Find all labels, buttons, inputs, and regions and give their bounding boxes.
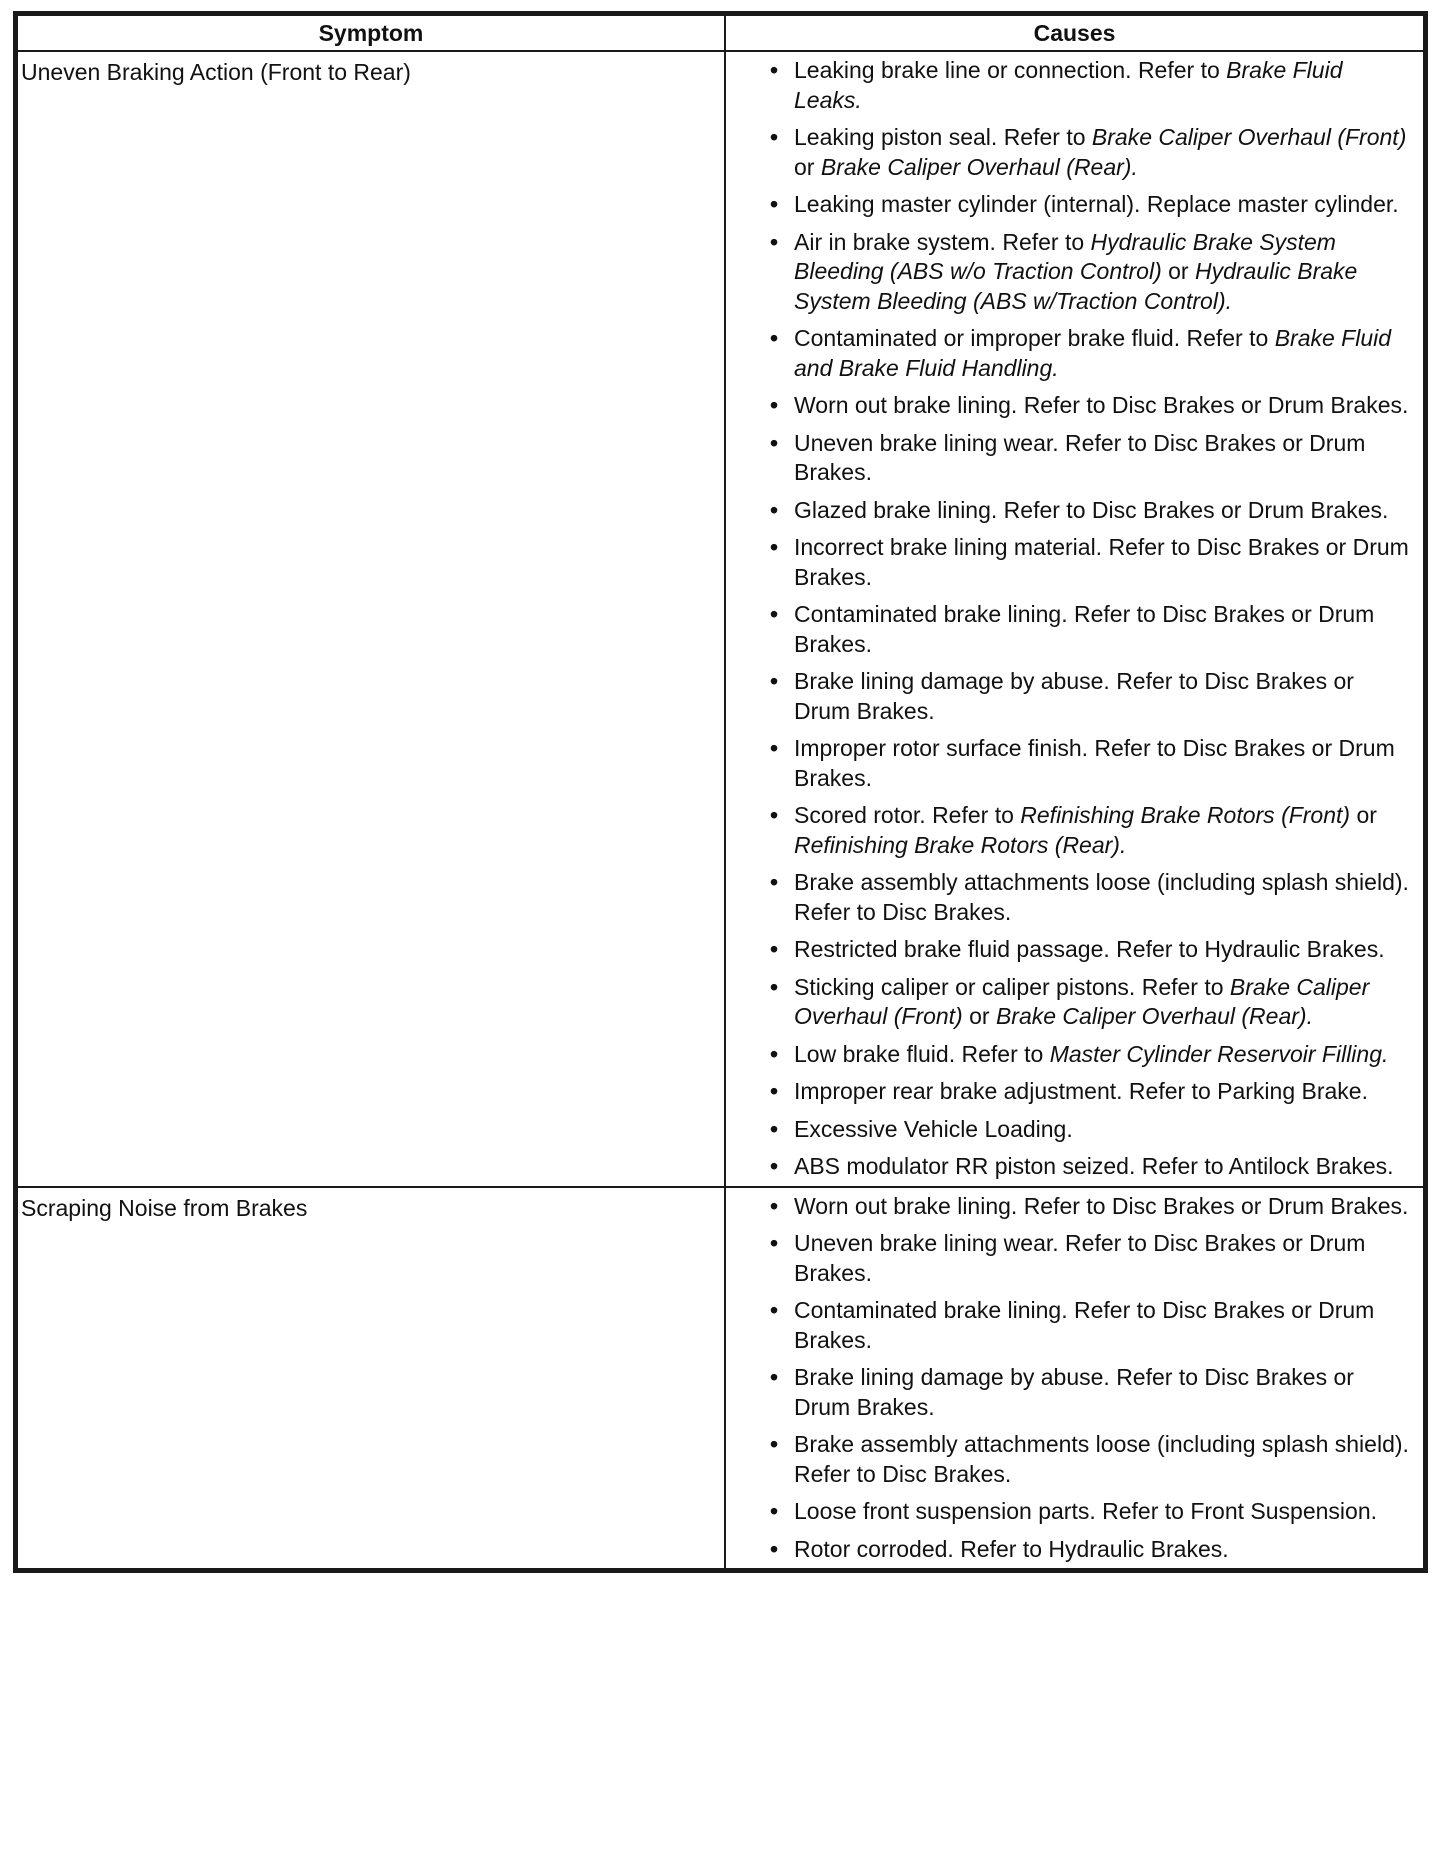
cause-text: or bbox=[1161, 258, 1195, 284]
symptom-column-header: Symptom bbox=[17, 15, 725, 51]
cause-text: Rotor corroded. Refer to Hydraulic Brakes. bbox=[794, 1535, 1229, 1562]
cause-item bbox=[734, 1077, 1417, 1107]
procedure-reference: Master Cylinder Reservoir Filling. bbox=[1049, 1040, 1389, 1067]
cause-text: Contaminated brake lining. Refer to Disc Brakes or Drum Brakes. bbox=[794, 601, 1375, 657]
bullet-icon: • bbox=[770, 1535, 779, 1562]
bullet-icon: • bbox=[770, 1230, 779, 1256]
bullet-icon: • bbox=[770, 601, 779, 627]
cause-text: Improper rotor surface finish. Refer to Disc Brakes or Drum Brakes. bbox=[794, 735, 1395, 791]
cause-item bbox=[734, 1363, 1417, 1422]
cause-item bbox=[734, 533, 1417, 592]
table-row bbox=[17, 51, 1424, 1187]
diagnostic-table-frame bbox=[13, 11, 1428, 1573]
bullet-icon: • bbox=[770, 57, 779, 83]
procedure-reference: Brake Caliper Overhaul (Front) bbox=[794, 973, 1370, 1029]
symptom-cell: Uneven Braking Action (Front to Rear) bbox=[17, 51, 725, 1187]
causes-column-header: Causes bbox=[725, 15, 1424, 51]
cause-item bbox=[734, 1535, 1417, 1565]
bullet-icon: • bbox=[770, 1431, 779, 1457]
cause-text: Low brake fluid. Refer to bbox=[794, 1040, 1050, 1067]
bullet-icon: • bbox=[770, 1297, 779, 1323]
table-body bbox=[17, 51, 1424, 1569]
cause-item bbox=[734, 1497, 1417, 1527]
cause-item bbox=[734, 600, 1417, 659]
cause-text: or bbox=[794, 153, 821, 180]
cause-text: Worn out brake lining. Refer to Disc Brakes or Drum Brakes. bbox=[794, 1192, 1409, 1219]
bullet-icon: • bbox=[770, 973, 779, 1000]
cause-text: or bbox=[1350, 802, 1377, 828]
cause-item bbox=[734, 1192, 1417, 1222]
symptom-cell: Scraping Noise from Brakes bbox=[17, 1187, 725, 1570]
cause-item bbox=[734, 801, 1417, 860]
table-header-row bbox=[17, 15, 1424, 51]
bullet-icon: • bbox=[770, 1115, 779, 1142]
cause-item bbox=[734, 1229, 1417, 1288]
cause-item bbox=[734, 868, 1417, 927]
cause-list bbox=[734, 56, 1417, 1182]
bullet-icon: • bbox=[770, 1153, 779, 1179]
cause-text: Excessive Vehicle Loading. bbox=[794, 1115, 1073, 1142]
cause-item bbox=[734, 667, 1417, 726]
bullet-icon: • bbox=[770, 392, 779, 418]
cause-item bbox=[734, 190, 1417, 220]
bullet-icon: • bbox=[770, 228, 779, 255]
cause-text: Leaking master cylinder (internal). Replace master cylinder. bbox=[794, 191, 1399, 217]
procedure-reference: Hydraulic Brake System Bleeding (ABS w/o Traction Control) bbox=[794, 228, 1336, 284]
procedure-reference: Brake Caliper Overhaul (Rear). bbox=[820, 153, 1138, 180]
cause-item bbox=[734, 1152, 1417, 1182]
cause-text: Leaking piston seal. Refer to bbox=[794, 124, 1092, 150]
bullet-icon: • bbox=[770, 735, 779, 761]
procedure-reference: Brake Fluid Leaks. bbox=[794, 57, 1343, 113]
procedure-reference: Refinishing Brake Rotors (Rear). bbox=[794, 831, 1127, 858]
procedure-reference: Refinishing Brake Rotors (Front) bbox=[1020, 802, 1351, 828]
cause-item bbox=[734, 1296, 1417, 1355]
procedure-reference: Brake Fluid and Brake Fluid Handling. bbox=[794, 325, 1392, 381]
cause-text: or bbox=[962, 1003, 996, 1029]
cause-text: ABS modulator RR piston seized. Refer to Antilock Brakes. bbox=[794, 1153, 1394, 1179]
cause-text: Glazed brake lining. Refer to Disc Brakes or Drum Brakes. bbox=[794, 496, 1389, 523]
bullet-icon: • bbox=[770, 496, 779, 523]
cause-text: Brake assembly attachments loose (including splash shield). Refer to Disc Brakes. bbox=[794, 1431, 1409, 1487]
causes-cell bbox=[725, 1187, 1424, 1570]
cause-item bbox=[734, 1040, 1417, 1070]
cause-item bbox=[734, 1430, 1417, 1489]
cause-text: Leaking brake line or connection. Refer to bbox=[794, 57, 1227, 83]
cause-item bbox=[734, 324, 1417, 383]
cause-item bbox=[734, 228, 1417, 317]
bullet-icon: • bbox=[770, 668, 779, 694]
procedure-reference: Hydraulic Brake System Bleeding (ABS w/Traction Control). bbox=[794, 258, 1358, 314]
bullet-icon: • bbox=[770, 1192, 779, 1219]
cause-item bbox=[734, 935, 1417, 965]
bullet-icon: • bbox=[770, 1364, 779, 1390]
cause-item bbox=[734, 429, 1417, 488]
bullet-icon: • bbox=[770, 802, 779, 828]
cause-text: Contaminated brake lining. Refer to Disc Brakes or Drum Brakes. bbox=[794, 1297, 1375, 1353]
procedure-reference: Brake Caliper Overhaul (Front) bbox=[1091, 124, 1407, 150]
cause-text: Uneven brake lining wear. Refer to Disc Brakes or Drum Brakes. bbox=[794, 429, 1366, 485]
cause-text: Air in brake system. Refer to bbox=[794, 228, 1091, 255]
table-row bbox=[17, 1187, 1424, 1570]
cause-text: Restricted brake fluid passage. Refer to Hydraulic Brakes. bbox=[794, 936, 1385, 962]
procedure-reference: Brake Caliper Overhaul (Rear). bbox=[995, 1003, 1313, 1029]
bullet-icon: • bbox=[770, 534, 779, 560]
bullet-icon: • bbox=[770, 869, 779, 895]
cause-text: Brake lining damage by abuse. Refer to Disc Brakes or Drum Brakes. bbox=[794, 668, 1354, 724]
cause-text: Sticking caliper or caliper pistons. Refer to bbox=[794, 973, 1230, 1000]
causes-cell bbox=[725, 51, 1424, 1187]
cause-text: Incorrect brake lining material. Refer to Disc Brakes or Drum Brakes. bbox=[794, 534, 1409, 590]
cause-list bbox=[734, 1192, 1417, 1565]
bullet-icon: • bbox=[770, 124, 779, 150]
cause-text: Worn out brake lining. Refer to Disc Brakes or Drum Brakes. bbox=[794, 392, 1409, 418]
symptom-causes-table bbox=[16, 14, 1425, 1570]
cause-item bbox=[734, 123, 1417, 182]
bullet-icon: • bbox=[770, 325, 779, 351]
cause-item bbox=[734, 973, 1417, 1032]
cause-item bbox=[734, 496, 1417, 526]
cause-item bbox=[734, 391, 1417, 421]
cause-text: Improper rear brake adjustment. Refer to Parking Brake. bbox=[794, 1078, 1368, 1104]
cause-text: Brake lining damage by abuse. Refer to Disc Brakes or Drum Brakes. bbox=[794, 1364, 1354, 1420]
cause-item bbox=[734, 56, 1417, 115]
bullet-icon: • bbox=[770, 429, 779, 456]
cause-text: Loose front suspension parts. Refer to Front Suspension. bbox=[794, 1498, 1377, 1524]
bullet-icon: • bbox=[770, 1498, 779, 1524]
cause-text: Scored rotor. Refer to bbox=[794, 802, 1021, 828]
cause-item bbox=[734, 734, 1417, 793]
bullet-icon: • bbox=[770, 1040, 779, 1067]
cause-text: Contaminated or improper brake fluid. Refer to bbox=[794, 325, 1275, 351]
cause-text: Brake assembly attachments loose (including splash shield). Refer to Disc Brakes. bbox=[794, 869, 1409, 925]
bullet-icon: • bbox=[770, 936, 779, 962]
cause-text: Uneven brake lining wear. Refer to Disc Brakes or Drum Brakes. bbox=[794, 1230, 1366, 1286]
cause-item bbox=[734, 1115, 1417, 1145]
bullet-icon: • bbox=[770, 191, 779, 217]
bullet-icon: • bbox=[770, 1078, 779, 1104]
